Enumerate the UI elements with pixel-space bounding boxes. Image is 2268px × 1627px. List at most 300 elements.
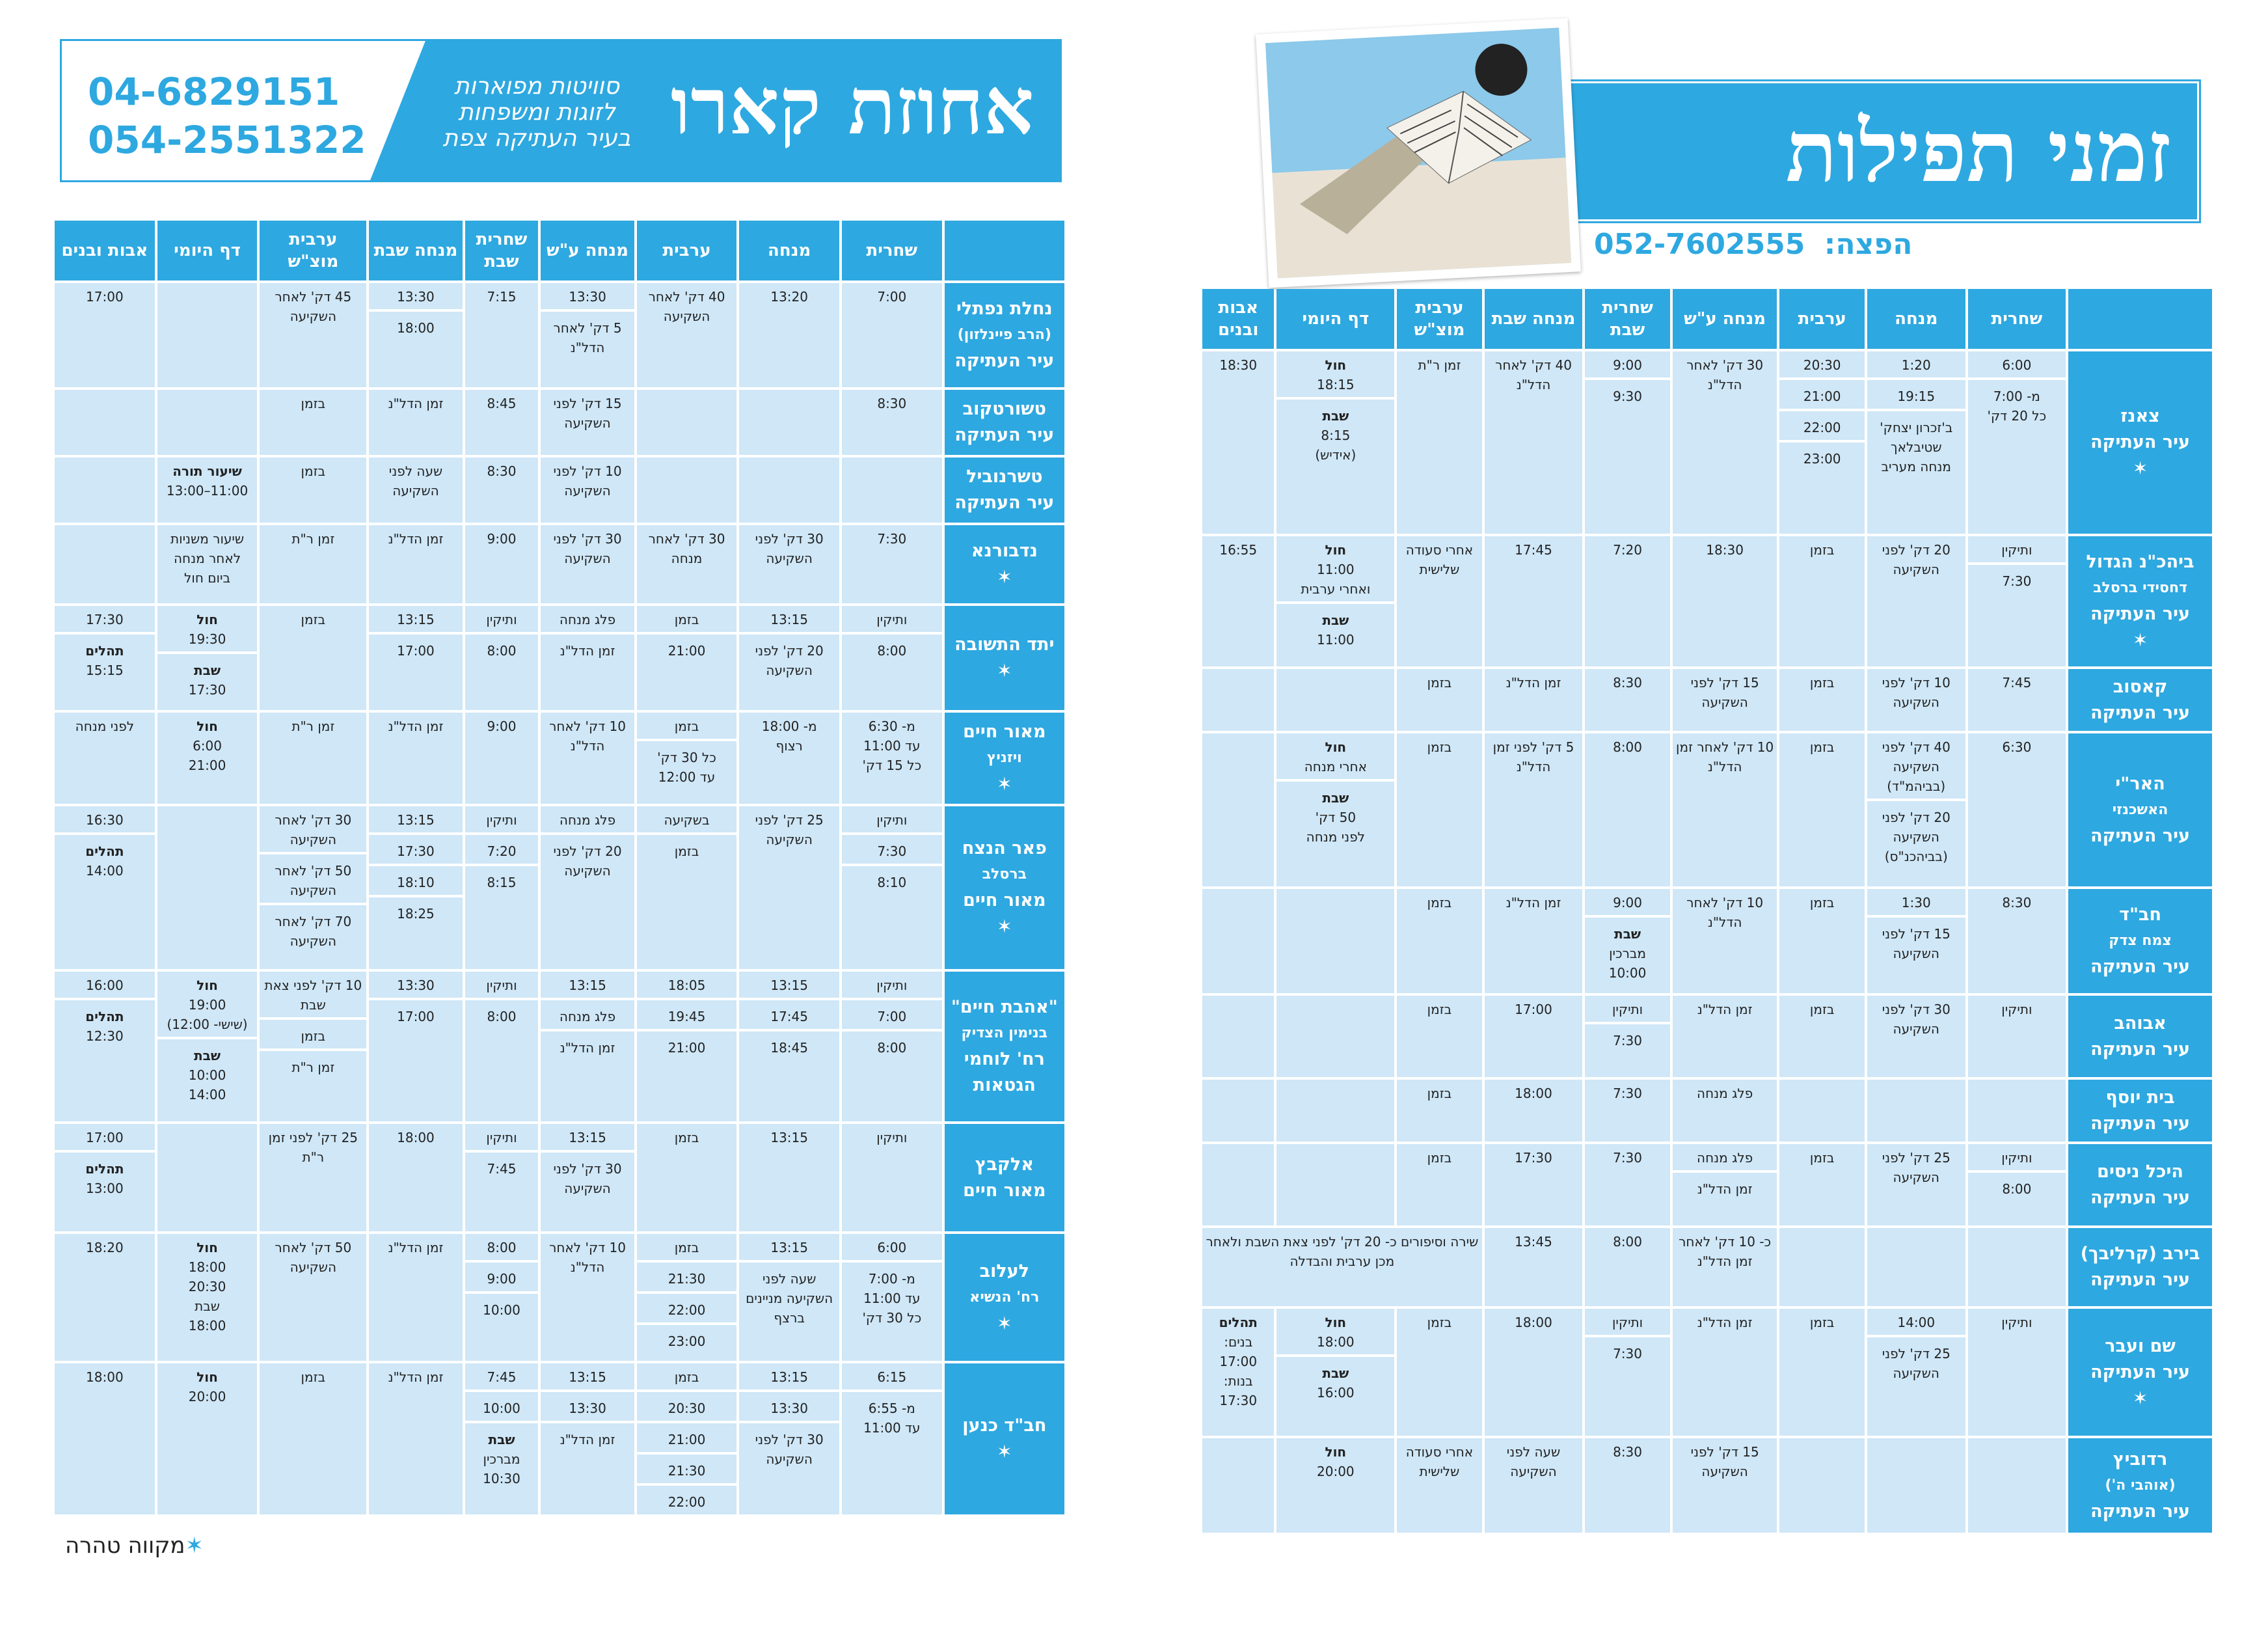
time-value: 21:00	[637, 1034, 737, 1060]
time-cell	[55, 606, 155, 710]
footnote	[65, 1533, 211, 1559]
time-cell	[55, 458, 155, 523]
time-cell	[1673, 733, 1777, 886]
time-value: בזמן	[1397, 1080, 1482, 1106]
time-value: 18:05	[637, 972, 737, 1000]
time-cell	[541, 713, 634, 804]
time-value: 30 דק' לאחר מנחה	[637, 525, 737, 571]
time-value: שעה לפני השקיעה	[369, 458, 462, 503]
right-page	[1145, 0, 2268, 1627]
time-cell	[739, 713, 839, 804]
time-value: ב'זכרון יצחק' שטיבלאך מנחה מעריב	[1867, 414, 1965, 479]
time-value: 25 דק' לפני השקיעה	[1867, 1144, 1965, 1190]
time-value: 18:25	[369, 900, 462, 926]
synagogue-city: עיר העתיקה	[2090, 1270, 2191, 1290]
time-cell	[1779, 351, 1865, 534]
time-value: זמן הדל"נ	[369, 1234, 462, 1260]
time-cell	[1673, 1144, 1777, 1225]
table-row	[1202, 1144, 2212, 1225]
time-value: חול 18:00 20:30 שבת 18:00	[157, 1234, 258, 1338]
time-value: תהלים 13:00	[55, 1155, 155, 1201]
ad-phone-2[interactable]: 054-2551322	[88, 118, 366, 162]
time-value: חול 19:30	[157, 606, 258, 654]
time-value: 30 דק' לאחר השקיעה	[260, 806, 366, 855]
time-value: כ- 10 דק' לאחר זמן הדל"נ	[1673, 1228, 1777, 1274]
time-value: 17:45	[1485, 536, 1583, 562]
time-cell	[1276, 1080, 1394, 1142]
column-header	[945, 221, 1064, 280]
time-value: 7:30	[1585, 1080, 1670, 1106]
time-cell	[1779, 733, 1865, 886]
column-header: ערבית	[1779, 289, 1865, 349]
time-value: 7:15	[465, 283, 539, 309]
time-value: 10 דק' לפני השקיעה	[1867, 669, 1965, 715]
time-value: בזמן	[1397, 733, 1482, 759]
time-value	[1968, 1080, 2066, 1086]
time-value: 8:00	[465, 637, 539, 663]
time-value: 21:00	[637, 637, 737, 663]
time-value: בזמן	[637, 713, 737, 741]
time-cell	[55, 525, 155, 603]
time-value: שבת 50 דק' לפני מנחה	[1276, 784, 1394, 849]
synagogue-sub: (אוהבי ה')	[2105, 1477, 2176, 1494]
time-value: 13:30	[369, 972, 462, 1000]
time-value: חול 11:00 ואחרי ערבית	[1276, 536, 1394, 604]
time-value: זמן הדל"נ	[369, 390, 462, 416]
column-header: מנחה ע"ש	[541, 221, 634, 280]
time-cell	[1968, 536, 2066, 666]
time-value: שבת 11:00	[1276, 607, 1394, 652]
table-row	[1202, 536, 2212, 666]
time-cell	[369, 606, 462, 710]
time-value: מ- 6:55 עד 11:00	[842, 1395, 942, 1440]
synagogue-name: מאור חיים	[963, 722, 1046, 742]
time-value	[55, 525, 155, 532]
time-cell	[1673, 889, 1777, 993]
time-value: שיעור משניות לאחר מנחה ביום חול	[157, 525, 258, 590]
time-value: 10 דק' לפני השקיעה	[541, 458, 634, 503]
star-icon: ✶	[997, 1312, 1012, 1334]
time-cell	[55, 806, 155, 969]
synagogue-city: עיר העתיקה	[954, 425, 1055, 445]
right-schedule-table	[1200, 286, 2215, 1535]
time-cell	[1397, 1438, 1482, 1533]
time-value: 10 דק' לאחר הדל"נ	[541, 713, 634, 758]
synagogue-city: עיר העתיקה	[2090, 1501, 2191, 1522]
time-value: בזמן	[1779, 889, 1865, 915]
synagogue-name-cell	[945, 525, 1064, 603]
time-value	[1202, 1144, 1274, 1151]
time-value: 17:00	[55, 283, 155, 309]
synagogue-sub: בנימין הצדיק	[961, 1025, 1048, 1041]
time-value: שבת 10:00 14:00	[157, 1042, 258, 1107]
time-value: זמן הדל"נ	[369, 525, 462, 551]
time-cell	[739, 525, 839, 603]
time-value: 8:00	[842, 1034, 942, 1060]
time-value: 9:00	[465, 713, 539, 739]
time-cell	[739, 390, 839, 455]
time-value: 16:30	[55, 806, 155, 835]
time-cell	[1779, 669, 1865, 731]
time-value: בזמן	[1779, 1144, 1865, 1170]
time-cell	[157, 713, 258, 804]
time-value: 15 דק' לפני השקיעה	[1673, 669, 1777, 715]
time-cell	[157, 1234, 258, 1361]
time-cell	[842, 1363, 942, 1514]
time-value: 1:30	[1867, 889, 1965, 918]
time-cell	[260, 1124, 366, 1231]
time-value: ותיקין	[465, 806, 539, 835]
time-value: 13:15	[739, 1363, 839, 1392]
time-value: 7:00	[842, 283, 942, 309]
star-icon: ✶	[997, 1441, 1012, 1462]
time-value: 20:30	[637, 1395, 737, 1423]
synagogue-name: היכל ניסים	[2097, 1161, 2183, 1182]
time-cell	[739, 458, 839, 523]
synagogue-name-cell	[2068, 1309, 2212, 1436]
time-value: 22:00	[1779, 414, 1865, 443]
time-cell	[157, 283, 258, 387]
time-cell	[739, 283, 839, 387]
time-cell	[157, 390, 258, 455]
time-value: מ- 7:00 עד 11:00 כל 30 דק'	[842, 1265, 942, 1330]
time-value: ותיקין	[465, 606, 539, 635]
time-cell	[1585, 733, 1670, 886]
time-cell	[465, 1234, 539, 1361]
synagogue-name: חב"ד	[2119, 905, 2162, 925]
left-schedule-table	[52, 218, 1067, 1517]
time-cell	[739, 806, 839, 969]
synagogue-name-cell	[945, 1363, 1064, 1514]
time-cell	[1968, 1438, 2066, 1533]
time-value: 8:00	[1585, 733, 1670, 759]
time-value: 13:20	[739, 283, 839, 309]
time-cell	[1968, 1309, 2066, 1436]
time-cell	[1202, 1144, 1274, 1225]
time-cell	[1779, 1228, 1865, 1306]
time-cell	[260, 606, 366, 710]
synagogue-name-cell	[2068, 669, 2212, 731]
time-cell	[1202, 669, 1274, 731]
time-value: תהלים בנים: 17:00 בנות: 17:30	[1202, 1309, 1274, 1413]
time-value: 9:00	[1585, 889, 1670, 918]
time-cell	[1202, 1228, 1482, 1306]
table-row	[1202, 669, 2212, 731]
time-value	[1202, 1438, 1274, 1445]
synagogue-name-cell	[945, 1234, 1064, 1361]
time-value: חול 19:00 (שישי- 12:00)	[157, 972, 258, 1039]
time-cell	[1485, 889, 1583, 993]
time-value: 10 דק' לפני צאת שבת	[260, 972, 366, 1020]
time-value	[55, 458, 155, 464]
time-cell	[1485, 669, 1583, 731]
time-value: 17:30	[369, 838, 462, 866]
column-header: שחרית שבת	[1585, 289, 1670, 349]
time-value: זמן הדל"נ	[541, 637, 634, 663]
time-cell	[1779, 1438, 1865, 1533]
time-value	[1202, 889, 1274, 896]
ad-phone-1[interactable]: 04-6829151	[88, 70, 340, 114]
time-cell	[465, 972, 539, 1121]
time-cell	[1968, 351, 2066, 534]
time-cell	[55, 972, 155, 1121]
time-value: 8:30	[465, 458, 539, 484]
time-value: 8:00	[465, 1234, 539, 1263]
time-cell	[637, 1363, 737, 1514]
time-cell	[1968, 1144, 2066, 1225]
time-cell	[1485, 536, 1583, 666]
time-value: 9:00	[1585, 351, 1670, 380]
time-value: 17:30	[1485, 1144, 1583, 1170]
time-value: 7:30	[842, 838, 942, 866]
synagogue-name: רדוביץ	[2113, 1449, 2168, 1470]
time-value: 23:00	[1779, 445, 1865, 471]
time-cell	[1397, 733, 1482, 886]
time-cell	[55, 713, 155, 804]
time-cell	[260, 713, 366, 804]
synagogue-sub: צמח צדק	[2109, 933, 2172, 949]
time-value: 23:00	[637, 1328, 737, 1354]
table-row	[1202, 733, 2212, 886]
synagogue-name: לעלוב	[979, 1261, 1029, 1281]
time-value: בזמן	[260, 606, 366, 632]
column-header: מנחה	[1867, 289, 1965, 349]
time-cell	[1585, 1438, 1670, 1533]
time-cell	[1397, 996, 1482, 1077]
time-value: 7:45	[1968, 669, 2066, 695]
time-value: 13:15	[369, 606, 462, 635]
time-value: 20 דק' לפני השקיעה	[541, 838, 634, 883]
time-value: זמן ר"ת	[260, 713, 366, 739]
time-cell	[260, 1234, 366, 1361]
time-value: 17:45	[739, 1003, 839, 1032]
time-value: בזמן	[1779, 669, 1865, 695]
time-value	[157, 806, 258, 813]
synagogue-name-cell	[2068, 1228, 2212, 1306]
time-value	[637, 458, 737, 464]
time-value: 13:15	[541, 972, 634, 1000]
synagogue-city: עיר העתיקה	[954, 493, 1055, 513]
time-value: 30 דק' לפני השקיעה	[739, 525, 839, 571]
time-value: 30 דק' לפני השקיעה	[739, 1426, 839, 1471]
time-value: 16:00	[55, 972, 155, 1000]
time-value: זמן ר"ת	[260, 525, 366, 551]
time-value: 40 דק' לפני השקיעה (בביהמ"ד)	[1867, 733, 1965, 801]
time-value: 13:15	[739, 972, 839, 1000]
time-value: 18:20	[55, 1234, 155, 1260]
time-cell	[1867, 1228, 1965, 1306]
time-cell	[1867, 733, 1965, 886]
time-value: 19:15	[1867, 383, 1965, 411]
time-value: 20 דק' לפני השקיעה	[1867, 536, 1965, 582]
time-cell	[1397, 1080, 1482, 1142]
time-cell	[1585, 1228, 1670, 1306]
time-cell	[1202, 536, 1274, 666]
time-cell	[1673, 669, 1777, 731]
column-header: דף היומי	[1276, 289, 1394, 349]
time-value: מ- 18:00 רצוף	[739, 713, 839, 758]
time-cell	[1673, 1438, 1777, 1533]
synagogue-name: "אהבת חיים"	[951, 997, 1058, 1017]
table-row	[55, 972, 1064, 1121]
time-value: 50 דק' לאחר השקיעה	[260, 857, 366, 905]
time-cell	[465, 525, 539, 603]
page-title: זמני תפילות	[1785, 102, 2171, 201]
time-cell	[55, 283, 155, 387]
time-value: 5 דק' לאחר הדל"נ	[541, 314, 634, 360]
time-cell	[369, 1124, 462, 1231]
time-value: חול אחרי מנחה	[1276, 733, 1394, 782]
time-cell	[1485, 1438, 1583, 1533]
time-value: פלג מנחה	[1673, 1080, 1777, 1106]
time-value: 13:15	[369, 806, 462, 835]
star-icon: ✶	[2132, 629, 2148, 651]
time-cell	[842, 806, 942, 969]
time-value	[157, 283, 258, 290]
table-row	[55, 806, 1064, 969]
time-value: כל 30 דק' עד 12:00	[637, 744, 737, 789]
time-value: פלג מנחה	[1673, 1144, 1777, 1173]
time-cell	[157, 1124, 258, 1231]
synagogue-name: ביהכ"נ הגדול	[2086, 552, 2194, 572]
table-row	[1202, 996, 2212, 1077]
synagogue-name: בית יוסף	[2105, 1087, 2175, 1108]
time-cell	[1485, 1144, 1583, 1225]
time-cell	[1276, 1309, 1394, 1436]
time-value: 10 דק' לאחר הדל"נ	[541, 1234, 634, 1279]
time-value	[1276, 996, 1394, 1002]
synagogue-name-cell	[945, 390, 1064, 455]
table-row	[1202, 1080, 2212, 1142]
star-icon: ✶	[2132, 1387, 2148, 1409]
synagogue-city: עיר העתיקה	[2090, 1039, 2191, 1060]
time-cell	[637, 972, 737, 1121]
time-cell	[739, 1234, 839, 1361]
time-cell	[637, 1124, 737, 1231]
time-value: זמן הדל"נ	[541, 1034, 634, 1060]
time-value: ותיקין	[1585, 996, 1670, 1024]
time-cell	[260, 458, 366, 523]
synagogue-city: עיר העתיקה	[954, 351, 1055, 371]
time-value: ותיקין	[842, 806, 942, 835]
ad-tagline: סוויטות מפוארות לזוגות ומשפחות בעיר העתיקה צפת	[442, 73, 631, 152]
column-header: ערבית	[637, 221, 737, 280]
time-value: 8:00	[842, 637, 942, 663]
time-cell	[1585, 351, 1670, 534]
synagogue-name-cell	[945, 806, 1064, 969]
time-value: 8:30	[1968, 889, 2066, 915]
time-cell	[1673, 996, 1777, 1077]
synagogue-name: אבוהב	[2114, 1013, 2167, 1033]
time-value: 25 דק' לפני השקיעה	[1867, 1340, 1965, 1386]
column-header: שחרית שבת	[465, 221, 539, 280]
time-cell	[637, 713, 737, 804]
footnote-text: מקווה טהרה	[65, 1533, 185, 1559]
synagogue-sub: דחסידי ברסלב	[2093, 580, 2188, 596]
time-value	[1202, 1080, 1274, 1086]
synagogue-name-cell	[2068, 1438, 2212, 1533]
synagogue-name: פאר הנצח	[962, 838, 1047, 858]
time-value	[1867, 1228, 1965, 1235]
time-value	[1202, 733, 1274, 740]
table-row	[55, 713, 1064, 804]
synagogue-name-cell	[2068, 889, 2212, 993]
time-value: ותיקין	[842, 606, 942, 635]
time-value: 20:30	[1779, 351, 1865, 380]
time-value: 7:30	[1968, 567, 2066, 594]
time-value: חול 6:00 21:00	[157, 713, 258, 778]
time-cell	[541, 1124, 634, 1231]
time-cell	[1276, 996, 1394, 1077]
column-header	[2068, 289, 2212, 349]
time-value: ותיקין	[465, 972, 539, 1000]
time-value: זמן הדל"נ	[1673, 1309, 1777, 1335]
time-cell	[369, 390, 462, 455]
synagogue-city: עיר העתיקה	[2090, 1361, 2191, 1382]
time-value: זמן הדל"נ	[1485, 889, 1583, 915]
time-value	[1276, 1080, 1394, 1086]
time-value	[157, 1124, 258, 1130]
time-value: 30 דק' לפני השקיעה	[541, 1155, 634, 1201]
synagogue-city: עיר העתיקה	[2090, 702, 2191, 723]
time-cell	[1485, 1080, 1583, 1142]
time-value	[1867, 1438, 1965, 1445]
synagogue-name: נחלת נפתלי	[956, 299, 1053, 319]
time-value: 7:45	[465, 1363, 539, 1392]
time-cell	[369, 713, 462, 804]
time-value: בזמן	[1397, 669, 1482, 695]
time-value: 30 דק' לפני השקיעה	[1867, 996, 1965, 1041]
sponsor-phone[interactable]: 052-7602555	[1594, 228, 1805, 261]
synagogue-name-cell	[945, 458, 1064, 523]
time-cell	[1867, 351, 1965, 534]
time-value: 13:30	[541, 283, 634, 312]
star-icon: ✶	[185, 1533, 204, 1559]
time-value	[637, 390, 737, 396]
time-value: ותיקין	[1968, 536, 2066, 565]
time-value: זמן הדל"נ	[1673, 996, 1777, 1022]
time-cell	[1673, 351, 1777, 534]
time-cell	[1397, 1309, 1482, 1436]
time-cell	[1779, 889, 1865, 993]
time-cell	[541, 1234, 634, 1361]
synagogue-sub: האשכנזי	[2112, 801, 2168, 818]
time-cell	[465, 458, 539, 523]
time-value	[1968, 1228, 2066, 1235]
time-value: 21:00	[637, 1426, 737, 1455]
time-cell	[739, 1124, 839, 1231]
time-value	[739, 458, 839, 464]
time-value: חול 20:00	[1276, 1438, 1394, 1484]
time-cell	[541, 390, 634, 455]
table-row	[1202, 351, 2212, 534]
time-cell	[1779, 536, 1865, 666]
time-cell	[842, 606, 942, 710]
time-value: 17:00	[369, 637, 462, 663]
time-cell	[260, 1363, 366, 1514]
time-cell	[1485, 996, 1583, 1077]
time-cell	[541, 806, 634, 969]
time-value: בזמן	[1397, 889, 1482, 915]
time-cell	[369, 972, 462, 1121]
time-value: 18:00	[369, 1124, 462, 1150]
table-row	[55, 390, 1064, 455]
time-cell	[465, 713, 539, 804]
synagogue-sub: ויזניץ	[986, 750, 1022, 766]
time-cell	[1968, 1228, 2066, 1306]
time-value: 45 דק' לאחר השקיעה	[260, 283, 366, 329]
time-value: 30 דק' לאחר הדל"נ	[1673, 351, 1777, 397]
